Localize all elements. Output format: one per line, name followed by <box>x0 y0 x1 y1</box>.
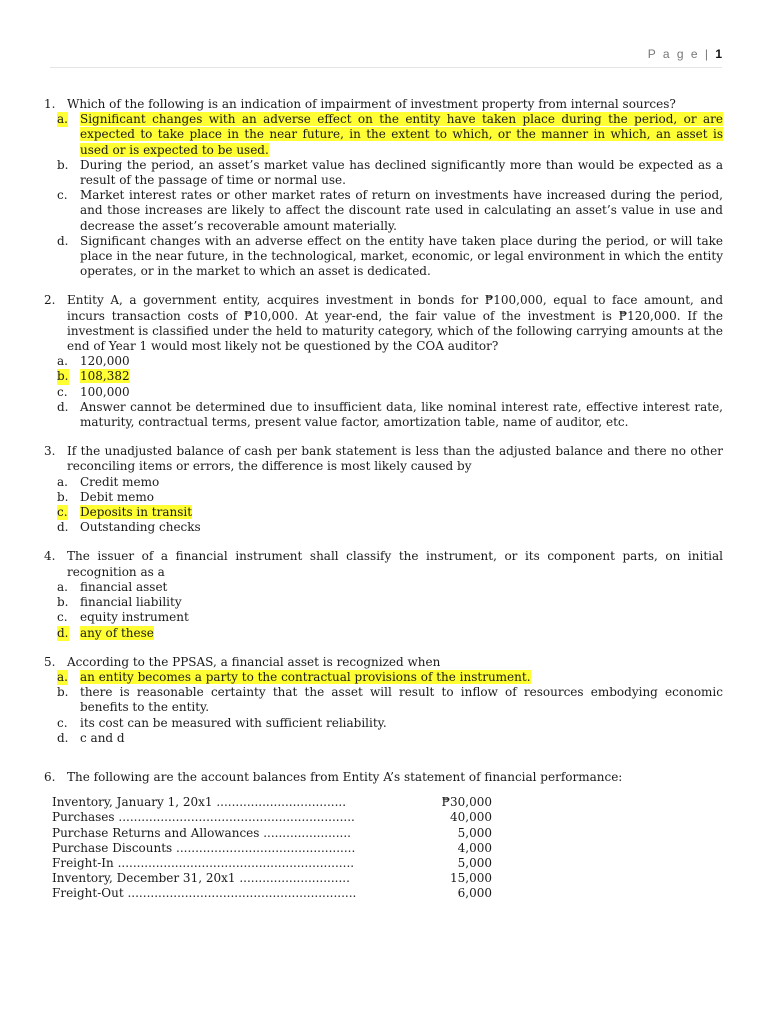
option-text: Significant changes with an adverse effect on the entity have taken place during the period, or will take place in the near future, in the technological, market, economic, or legal environment in which the entity operates, or in the market to which an asset is dedicated. <box>80 233 723 279</box>
account-label: Purchase Returns and Allowances ....................... <box>52 825 351 840</box>
question-6 <box>44 769 723 785</box>
option-1d <box>57 233 723 280</box>
question-text: The following are the account balances from Entity A’s statement of financial performance: <box>67 769 623 784</box>
option-text: Deposits in transit <box>80 505 193 520</box>
balance-row <box>52 810 492 825</box>
page-header <box>648 47 722 61</box>
option-2c <box>57 384 723 400</box>
option-letter: b. <box>57 489 69 504</box>
option-letter: c. <box>57 610 68 625</box>
balance-row <box>52 795 492 810</box>
option-text: equity instrument <box>80 610 189 625</box>
account-amount: 15,000 <box>450 871 492 886</box>
option-text: Answer cannot be determined due to insufficient data, like nominal interest rate, effective interest rate, maturity, contractual terms, present value factor, amortization table, name of auditor, etc. <box>80 399 723 430</box>
option-letter: d. <box>57 625 69 640</box>
option-5b <box>57 685 723 715</box>
option-letter: d. <box>57 730 69 745</box>
option-1b <box>57 157 723 188</box>
question-list <box>0 97 768 901</box>
option-text: financial liability <box>80 595 182 610</box>
option-2a <box>57 354 723 369</box>
option-letter: c. <box>57 188 68 203</box>
balance-row <box>52 871 492 886</box>
question-number: 4. <box>44 549 56 564</box>
option-4c <box>57 610 723 625</box>
option-4b <box>57 595 723 610</box>
page-label: P a g e | <box>647 47 710 61</box>
option-text: 120,000 <box>80 354 130 369</box>
option-5d <box>57 730 723 746</box>
balance-row <box>52 856 492 871</box>
question-4 <box>44 549 723 579</box>
account-amount: 5,000 <box>457 825 492 840</box>
option-letter: b. <box>57 369 69 384</box>
option-1c <box>57 188 723 234</box>
account-label: Freight-Out ............................................................ <box>52 886 357 901</box>
option-letter: b. <box>57 685 69 700</box>
option-5c <box>57 715 723 731</box>
account-amount: 5,000 <box>457 855 492 870</box>
account-label: Purchase Discounts ............................................... <box>52 840 356 855</box>
question-number: 5. <box>44 654 56 669</box>
option-text: its cost can be measured with sufficient reliability. <box>80 715 387 730</box>
question-number: 1. <box>44 97 56 111</box>
question-1 <box>44 97 723 112</box>
option-text: c and d <box>80 730 125 745</box>
question-text: Which of the following is an indication of impairment of investment property from internal sources? <box>67 97 676 111</box>
account-amount: 40,000 <box>450 810 492 825</box>
option-letter: a. <box>57 474 68 489</box>
option-letter: c. <box>57 384 68 399</box>
option-letter: d. <box>57 233 69 248</box>
option-4a <box>57 579 723 595</box>
header-divider <box>50 67 722 68</box>
question-5 <box>44 654 723 670</box>
balance-row <box>52 886 492 901</box>
option-letter: a. <box>57 579 68 594</box>
option-5a <box>57 669 723 685</box>
account-amount: ₱30,000 <box>441 795 492 810</box>
account-amount: 4,000 <box>457 840 492 855</box>
option-text: Outstanding checks <box>80 520 201 535</box>
balance-row <box>52 841 492 856</box>
option-letter: a. <box>57 669 68 684</box>
option-letter: a. <box>57 354 68 369</box>
account-balances-table <box>52 795 492 901</box>
balance-row <box>52 826 492 841</box>
question-2 <box>44 293 723 354</box>
option-text: Credit memo <box>80 474 160 489</box>
option-3b <box>57 489 723 505</box>
question-number: 2. <box>44 293 56 308</box>
option-text: 108,382 <box>80 369 130 384</box>
account-label: Purchases .............................................................. <box>52 810 355 825</box>
option-3a <box>57 474 723 490</box>
page-number: 1 <box>715 47 722 61</box>
question-text: If the unadjusted balance of cash per bank statement is less than the adjusted balance and there no other reconciling items or errors, the difference is most likely caused by <box>67 444 723 474</box>
question-number: 6. <box>44 769 56 784</box>
option-text: an entity becomes a party to the contractual provisions of the instrument. <box>80 669 531 684</box>
option-4d <box>57 625 723 641</box>
option-3d <box>57 520 723 535</box>
option-letter: d. <box>57 520 69 535</box>
option-letter: a. <box>57 112 68 127</box>
option-letter: d. <box>57 399 69 414</box>
option-3c <box>57 505 723 520</box>
question-text: According to the PPSAS, a financial asset is recognized when <box>67 654 441 669</box>
option-letter: b. <box>57 595 69 610</box>
question-text: The issuer of a financial instrument shall classify the instrument, or its component parts, on initial recognition as a <box>67 549 723 579</box>
account-label: Inventory, January 1, 20x1 .................................. <box>52 795 347 810</box>
option-2d <box>57 399 723 430</box>
option-1a <box>57 112 723 158</box>
option-text: any of these <box>80 625 154 640</box>
option-text: 100,000 <box>80 384 130 399</box>
option-text: Market interest rates or other market rates of return on investments have increased during the period, and those increases are likely to affect the discount rate used in calculating an asset’s value in use and decrease the asset’s recoverable amount materially. <box>80 188 723 233</box>
option-text: there is reasonable certainty that the asset will result to inflow of resources embodying economic benefits to the entity. <box>80 685 723 715</box>
account-label: Inventory, December 31, 20x1 ............................. <box>52 871 350 886</box>
option-letter: b. <box>57 157 69 172</box>
option-text: Significant changes with an adverse effect on the entity have taken place during the period, or are expected to take place in the near future, in the extent to which, or the manner in which, an asset is used or is expected to be used. <box>80 112 723 157</box>
account-amount: 6,000 <box>457 886 492 901</box>
option-letter: c. <box>57 715 68 730</box>
option-letter: c. <box>57 505 68 520</box>
question-text: Entity A, a government entity, acquires investment in bonds for ₱100,000, equal to face amount, and incurs transaction costs of ₱10,000. At year-end, the fair value of the investment is ₱120,000. If the investment is classified under the held to maturity category, which of the following carrying amounts at the end of Year 1 would most likely not be questioned by the COA auditor? <box>67 293 723 354</box>
option-text: financial asset <box>80 579 168 594</box>
question-3 <box>44 444 723 474</box>
account-label: Freight-In .............................................................. <box>52 855 355 870</box>
option-text: Debit memo <box>80 489 154 504</box>
question-number: 3. <box>44 444 56 459</box>
option-text: During the period, an asset’s market value has declined significantly more than would be expected as a result of the passage of time or normal use. <box>80 157 723 188</box>
option-2b <box>57 369 723 384</box>
